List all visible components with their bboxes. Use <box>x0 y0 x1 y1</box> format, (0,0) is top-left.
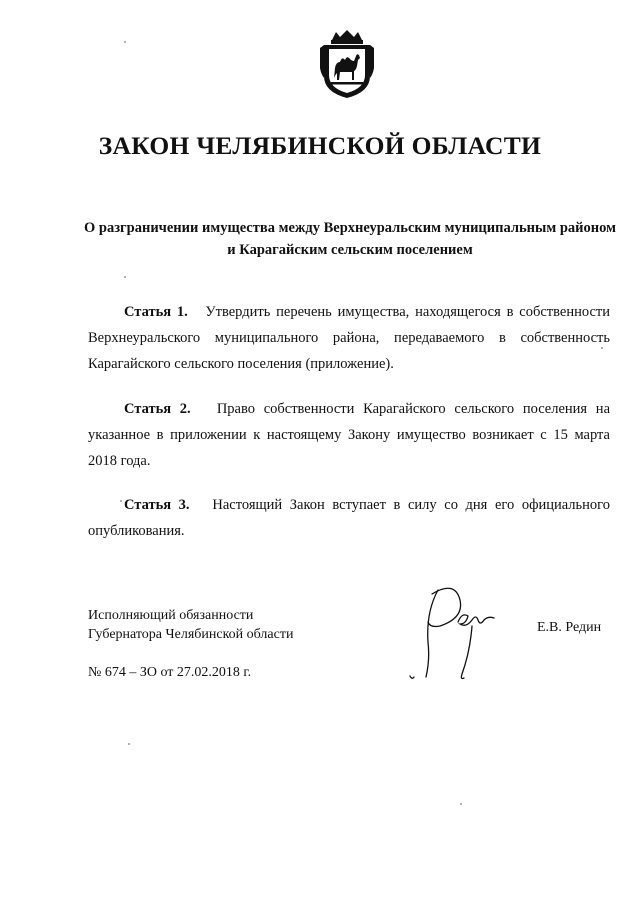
article-1 <box>88 299 610 377</box>
signatory-position-line-2: Губернатора Челябинской области <box>88 627 294 642</box>
article-1-text: Утвердить перечень имущества, находящегося в собственности Верхнеуральского муниципального района, передаваемого в собственность Карагайского сельского поселения (приложение). <box>88 304 611 372</box>
scan-speck <box>460 803 462 805</box>
article-3 <box>88 492 610 544</box>
article-2-text: Право собственности Карагайского сельского поселения на указанное в приложении к настоящему Закону имущество возникает с 15 марта 2018 года. <box>88 401 611 469</box>
article-2-label: Статья 2. <box>124 401 191 417</box>
subtitle-line-2: и Карагайским сельским поселением <box>227 242 473 258</box>
coat-of-arms-emblem <box>318 28 376 100</box>
scan-speck <box>601 347 603 349</box>
article-2 <box>88 396 610 474</box>
signatory-position <box>88 606 293 644</box>
law-number-and-date: № 674 – ЗО от 27.02.2018 г. <box>88 665 252 680</box>
handwritten-signature <box>400 582 510 687</box>
scan-speck <box>124 276 126 278</box>
article-3-text: Настоящий Закон вступает в силу со дня его официального опубликования. <box>88 497 611 539</box>
scan-speck <box>120 500 122 502</box>
document-title: ЗАКОН ЧЕЛЯБИНСКОЙ ОБЛАСТИ <box>98 131 542 160</box>
article-1-label: Статья 1. <box>124 304 188 320</box>
signatory-name: Е.В. Редин <box>537 620 602 635</box>
subtitle-line-1: О разграничении имущества между Верхнеуральским муниципальным районом <box>84 220 616 236</box>
signatory-position-line-1: Исполняющий обязанности <box>88 608 254 623</box>
scan-speck <box>128 743 130 745</box>
scan-speck <box>124 41 126 43</box>
article-3-label: Статья 3. <box>124 497 190 513</box>
document-subtitle <box>60 217 640 261</box>
